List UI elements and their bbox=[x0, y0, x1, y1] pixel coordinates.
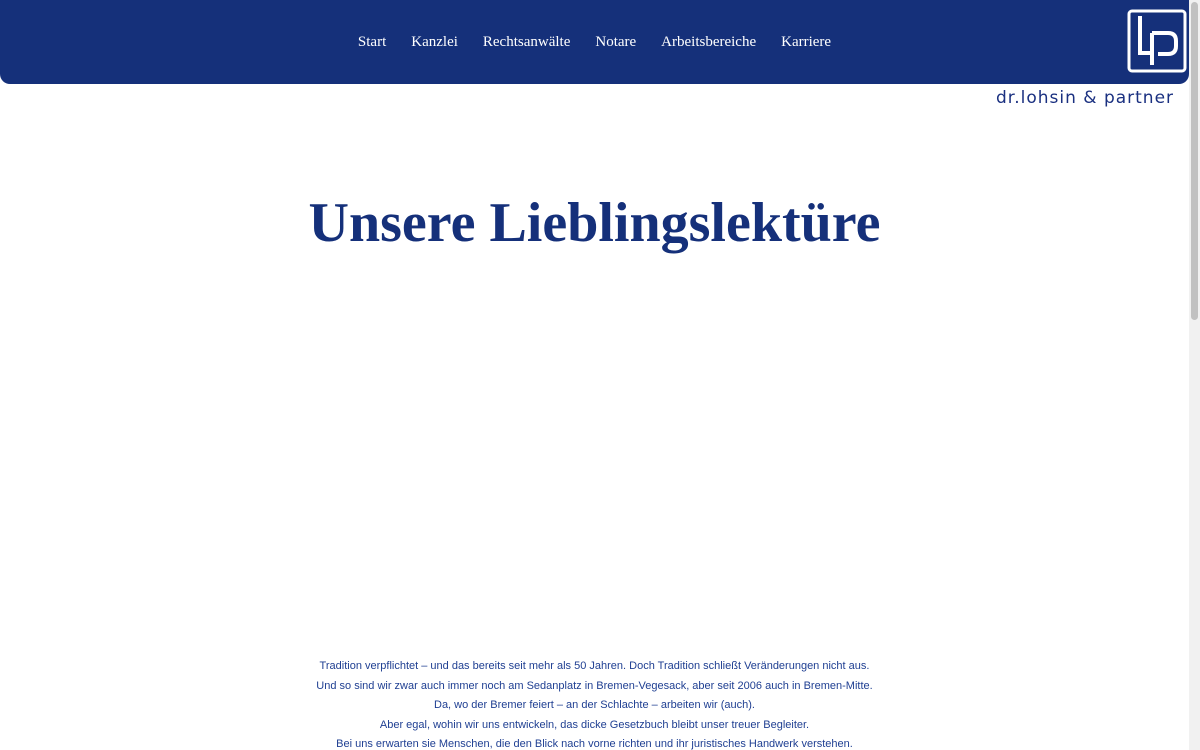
intro-line: Bei uns erwarten sie Menschen, die den Blick nach vorne richten und ihr juristisches Handwerk verstehen. bbox=[336, 738, 853, 750]
side-widget-placeholder bbox=[1168, 462, 1188, 522]
intro-text bbox=[0, 657, 1189, 750]
intro-line: Aber egal, wohin wir uns entwickeln, das dicke Gesetzbuch bleibt unser treuer Begleiter. bbox=[379, 718, 810, 731]
logo-mark-icon bbox=[1127, 9, 1187, 73]
nav-item-start[interactable]: Start bbox=[357, 33, 387, 50]
nav-item-arbeitsbereiche[interactable]: Arbeitsbereiche bbox=[661, 33, 757, 50]
scrollbar-thumb[interactable] bbox=[1191, 2, 1198, 320]
header-bar bbox=[0, 0, 1189, 84]
nav-item-kanzlei[interactable]: Kanzlei bbox=[411, 33, 458, 50]
main-navigation bbox=[0, 0, 1189, 84]
nav-item-notare[interactable]: Notare bbox=[595, 33, 637, 50]
intro-line: Und so sind wir zwar auch immer noch am Sedanplatz in Bremen-Vegesack, aber seit 2006 auch in Bremen-Mitte. bbox=[316, 679, 873, 692]
logo-icon[interactable] bbox=[1127, 9, 1187, 73]
intro-line: Da, wo der Bremer feiert – an der Schlachte – arbeiten wir (auch). bbox=[434, 699, 755, 711]
nav-item-rechtsanwaelte[interactable]: Rechtsanwälte bbox=[482, 33, 571, 50]
intro-line: Tradition verpflichtet – und das bereits seit mehr als 50 Jahren. Doch Tradition schließt Veränderungen nicht aus. bbox=[319, 660, 870, 672]
page-title: Unsere Lieblingslektüre bbox=[308, 192, 881, 254]
nav-item-karriere[interactable]: Karriere bbox=[781, 33, 832, 50]
page-scrollbar[interactable] bbox=[1189, 0, 1200, 750]
logo-wordmark[interactable]: dr.lohsin & partner bbox=[996, 88, 1175, 108]
